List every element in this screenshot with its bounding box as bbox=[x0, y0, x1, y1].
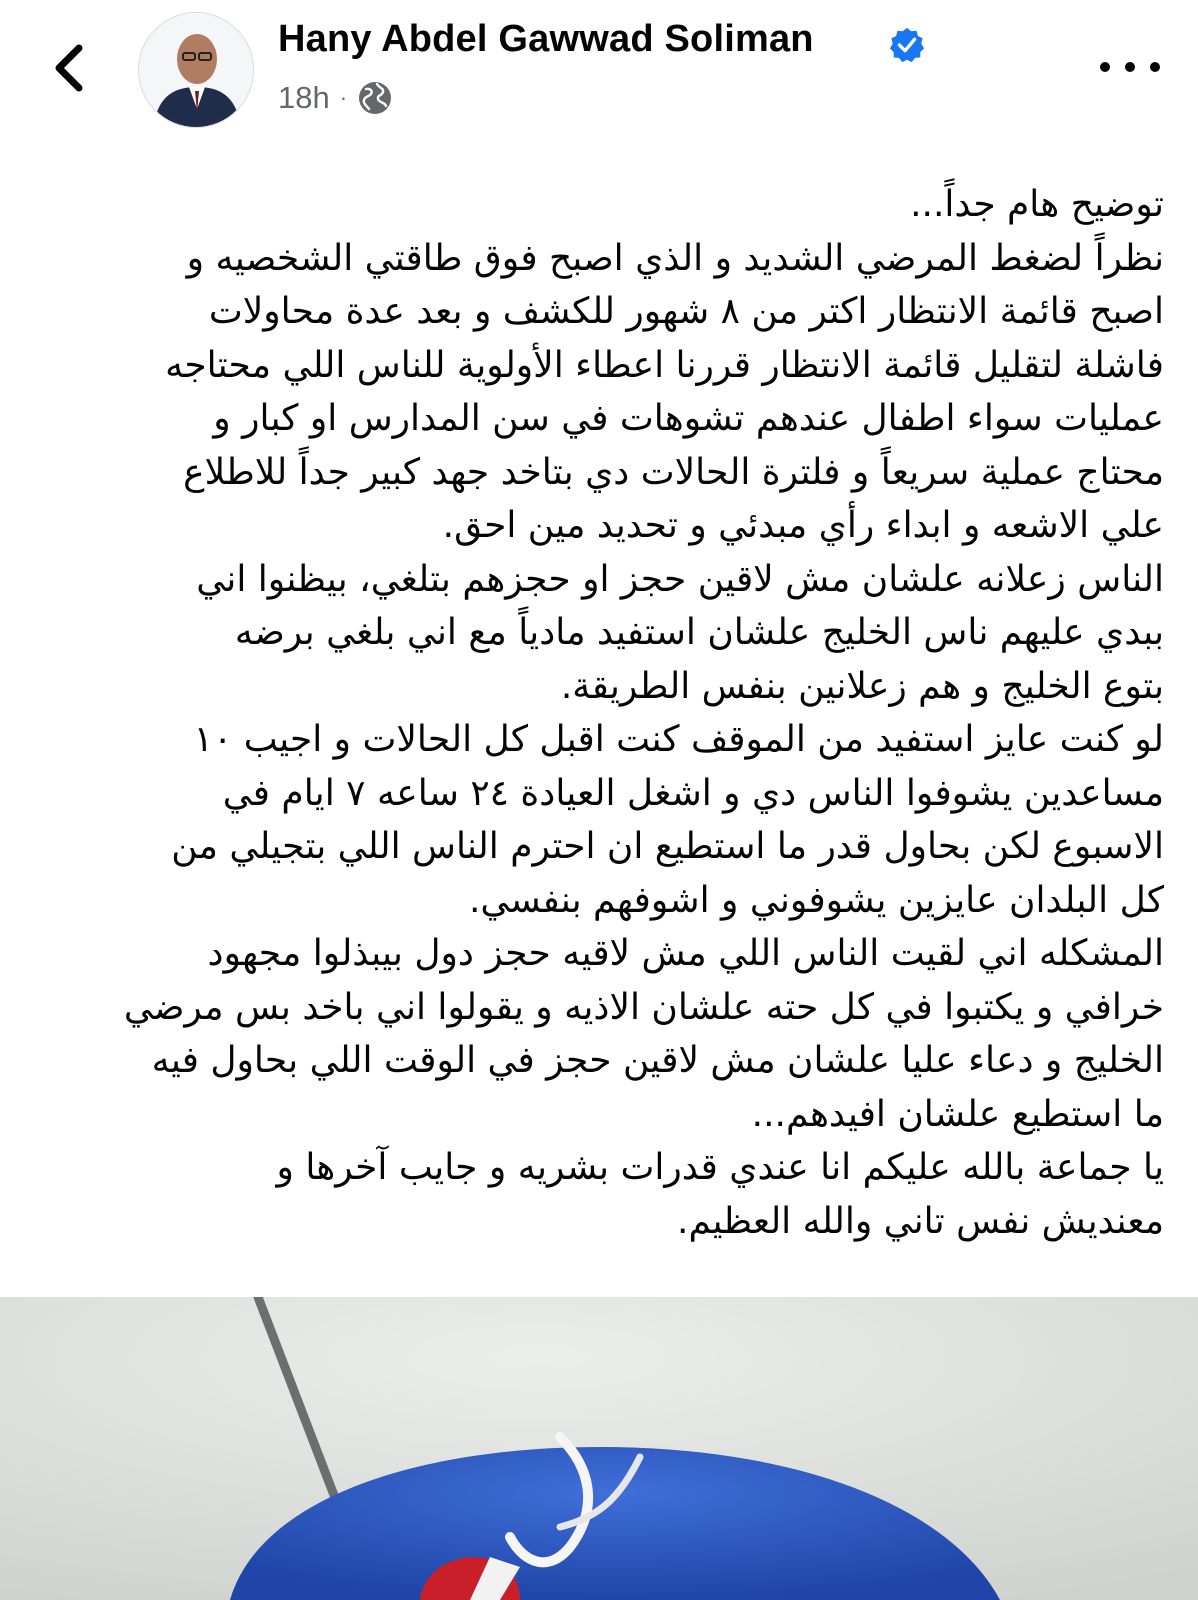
post-line: الناس زعلانه علشان مش لاقين حجز او حجزهم بتلغي، بيظنوا اني bbox=[196, 558, 1164, 600]
post-header bbox=[0, 0, 1198, 140]
post-line: ما استطيع علشان افيدهم... bbox=[751, 1093, 1164, 1135]
more-dot bbox=[1100, 62, 1110, 72]
post-line: معنديش نفس تاني والله العظيم. bbox=[677, 1200, 1164, 1242]
back-button[interactable] bbox=[40, 36, 96, 100]
post-line: فاشلة لتقليل قائمة الانتظار قررنا اعطاء الأولوية للناس اللي محتاجه bbox=[165, 344, 1164, 386]
post-line: كل البلدان عايزين يشوفوني و اشوفهم بنفسي. bbox=[468, 879, 1164, 921]
verified-badge-icon bbox=[888, 26, 926, 64]
post-line: توضيح هام جداً... bbox=[910, 184, 1164, 225]
post-line: خرافي و يكتبوا في كل حته علشان الاذيه و يقولوا اني باخد بس مرضي bbox=[123, 986, 1164, 1028]
meta-separator: · bbox=[339, 85, 348, 110]
post-line: بتوع الخليج و هم زعلانين بنفس الطريقة. bbox=[560, 665, 1164, 707]
post-line: مساعدين يشوفوا الناس دي و اشغل العيادة ٢٤ ساعه ٧ ايام في bbox=[222, 772, 1164, 814]
globe-icon[interactable] bbox=[357, 80, 393, 116]
post-line: عمليات سواء اطفال عندهم تشوهات في سن المدارس او كبار و bbox=[213, 398, 1164, 439]
more-dot bbox=[1125, 62, 1135, 72]
timestamp[interactable]: 18h bbox=[278, 80, 330, 115]
post-line: محتاج عملية سريعاً و فلترة الحالات دي بتاخد جهد كبير جداً للاطلاع bbox=[183, 451, 1164, 493]
post-line: الخليج و دعاء عليا علشان مش لاقين حجز في الوقت اللي بحاول فيه bbox=[151, 1040, 1164, 1081]
post-line: يا جماعة بالله عليكم انا عندي قدرات بشريه و جايب آخرها و bbox=[276, 1147, 1164, 1188]
post-meta bbox=[278, 78, 393, 118]
post-line: اصبح قائمة الانتظار اكتر من ٨ شهور للكشف و بعد عدة محاولات bbox=[208, 291, 1164, 332]
post-line: الاسبوع لكن بحاول قدر ما استطيع ان احترم الناس اللي بتجيلي من bbox=[171, 826, 1164, 867]
more-dot bbox=[1150, 62, 1160, 72]
chevron-left-icon bbox=[51, 42, 85, 94]
post-line: لو كنت عايز استفيد من الموقف كنت اقبل كل الحالات و اجيب ١٠ bbox=[193, 719, 1164, 760]
post-line: نظراً لضغط المرضي الشديد و الذي اصبح فوق طاقتي الشخصيه و bbox=[186, 237, 1164, 279]
author-name[interactable]: Hany Abdel Gawwad Soliman bbox=[278, 18, 814, 60]
post-line: علي الاشعه و ابداء رأي مبدئي و تحديد مين احق. bbox=[442, 505, 1164, 546]
post-text bbox=[36, 178, 1164, 1248]
post-line: ببدي عليهم ناس الخليج علشان استفيد مادياً مع اني بلغي برضه bbox=[234, 612, 1164, 653]
avatar[interactable] bbox=[138, 12, 254, 128]
post-photo[interactable] bbox=[0, 1297, 1198, 1600]
post-line: المشكله اني لقيت الناس اللي مش لاقيه حجز دول بيبذلوا مجهود bbox=[207, 933, 1164, 974]
more-options-button[interactable] bbox=[1100, 52, 1160, 82]
